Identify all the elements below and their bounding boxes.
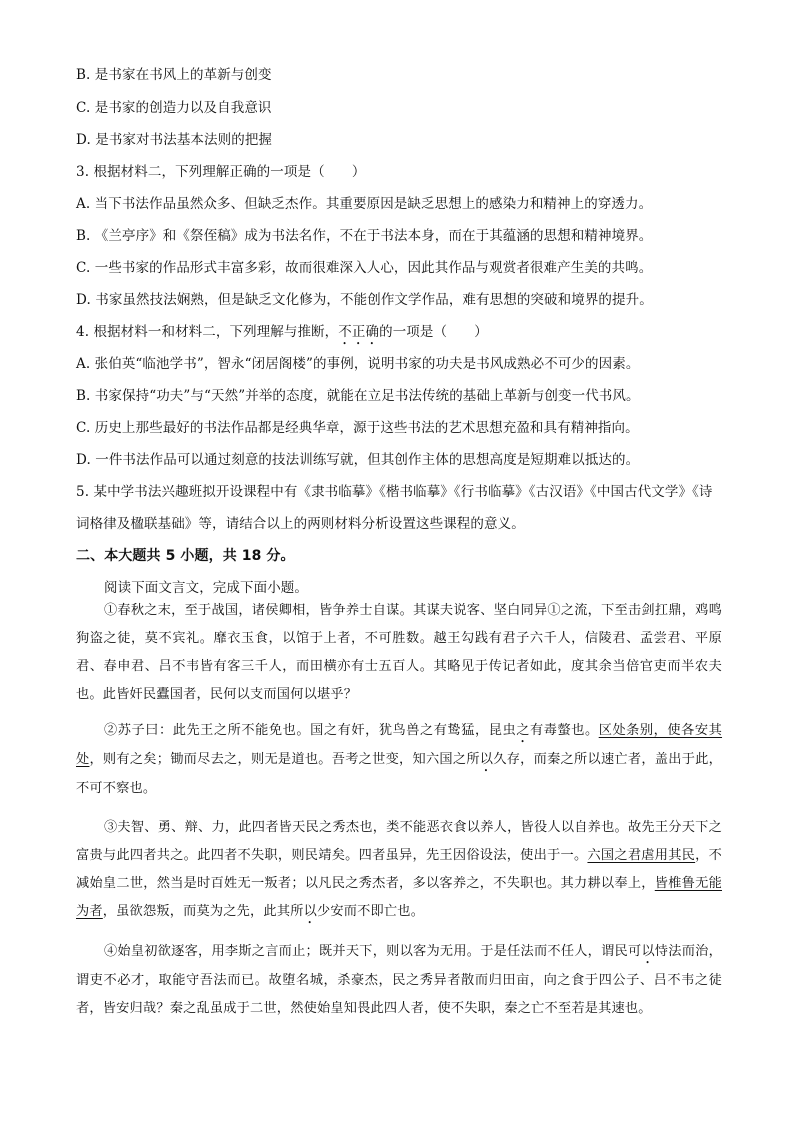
question-3-stem: 3. 根据材料二，下列理解正确的一项是（ ） [76,164,366,180]
q3-option-b: B. 《兰亭序》和《祭侄稿》成为书法名作，不在于书法本身，而在于其蕴涵的思想和精神境界。 [76,228,653,244]
p4-emphasis-yi: 以 [641,944,655,959]
q4-stem-prefix: 4. 根据材料一和材料二，下列理解与推断， [76,324,339,340]
p3-text-1: ③夫智、勇、辩、力，此四者皆天民之秀杰也，类不能恶衣食以养人，皆役人以自养也。故先王分天下之富贵与此四者共之。此四者不失职，则民靖矣。四者虽异，先王因俗设法，使出于一。 [76,820,722,863]
question-4-stem [76,323,488,348]
q3-option-c: C. 一些书家的作品形式丰富多彩，故而很难深入人心，因此其作品与观赏者很难产生美的共鸣。 [76,260,653,276]
p2-underlined-sentence: 区处条别，使各安其处 [76,723,723,767]
p2-text-1: ②苏子曰：此先王之所不能免也。国之有奸，犹鸟兽之有鸷猛，昆虫 [104,723,517,738]
p4-text-2: 恃法而治，谓吏不必才，取能守吾法而已。故堕名城，杀豪杰，民之秀异者散而归田亩，向之食于四公子、吕不韦之徒者，皆安归哉？秦之乱虽成于二世，然使始皇知畏此四人者，使不失职，秦之亡不至若是其速也。 [76,944,723,1016]
passage-paragraph-4 [76,938,722,1023]
p3-emphasis-yi: 以 [303,904,317,919]
question-5-line-1: 5. 某中学书法兴趣班拟开设课程中有《隶书临摹》《楷书临摹》《行书临摹》《古汉语》《中国古代文学》《诗 [76,484,713,500]
q2-option-c: C. 是书家的创造力以及自我意识 [76,100,272,116]
p3-underlined-sentence-1: 六国之君虐用其民 [587,848,696,863]
q4-option-d: D. 一件书法作品可以通过刻意的技法训练写就，但其创作主体的思想高度是短期难以抵达的。 [76,452,640,468]
p2-emphasis-yi: 以 [479,752,494,767]
section-2-heading: 二、本大题共 5 小题，共 18 分。 [76,548,295,564]
p2-text-2: 有毒螫也。 [529,723,599,738]
passage-paragraph-1: ①春秋之末，至于战国，诸侯卿相，皆争养士自谋。其谋夫说客、坚白同异①之流，下至击剑扛鼎，鸡鸣狗盗之徒，莫不宾礼。靡衣玉食，以馆于上者，不可胜数。越王勾践有君子六千人，信陵君、孟尝君、平原君、春申君、吕不韦皆有客三千人，而田横亦有士五百人。其略见于传记者如此，度其余当倍官吏而半农夫也。此皆奸民蠹国者，民何以支而国何以堪乎？ [76,603,722,702]
q4-option-c: C. 历史上那些最好的书法作品都是经典华章，源于这些书法的艺术思想充盈和具有精神指向。 [76,420,639,436]
p2-emphasis-zhi: 之 [516,723,530,738]
q2-option-d: D. 是书家对书法基本法则的把握 [76,132,273,148]
q3-option-d: D. 书家虽然技法娴熟，但是缺乏文化修为，不能创作文学作品，难有思想的突破和境界的提升。 [76,292,653,308]
p3-underlined-sentence-2: 皆椎鲁无能为者 [76,876,722,919]
p4-text-1: ④始皇初欲逐客，用李斯之言而止；既并天下，则以客为无用。于是任法而不任人，谓民可 [104,944,642,959]
p2-text-3: ，则有之矣；锄而尽去之，则无是道也。吾考之世变，知六国之所 [89,752,480,767]
p3-text-4: 少安而不即亡也。 [316,904,425,919]
passage-paragraph-2 [76,717,722,803]
p3-text-3: ，虽欲怨叛，而莫为之先，此其所 [102,904,304,919]
q3-option-a: A. 当下书法作品虽然众多、但缺乏杰作。其重要原因是缺乏思想上的感染力和精神上的穿透力。 [76,196,653,212]
q2-option-b: B. 是书家在书风上的革新与创变 [76,67,272,83]
passage-paragraph-3 [76,814,722,927]
q4-stem-emphasis: 不正确 [338,324,380,340]
p3-text-2: ，不减始皇二世，然当是时百姓无一叛者；以凡民之秀杰者，多以客养之，不失职也。其力耕以奉上， [76,848,722,891]
p2-text-4: 久存，而秦之所以速亡者，盖出于此，不可不察也。 [76,752,723,796]
reading-instruction: 阅读下面文言文，完成下面小题。 [104,580,308,596]
q4-option-a: A. 张伯英“临池学书”，智永“闭居阁楼”的事例，说明书家的功夫是书风成熟必不可少的因素。 [76,356,640,372]
q4-option-b: B. 书家保持“功夫”与“天然”并举的态度，就能在立足书法传统的基础上革新与创变一代书风。 [76,388,640,404]
question-5-line-2: 词格律及楹联基础》等，请结合以上的两则材料分析设置这些课程的意义。 [76,516,525,532]
q4-stem-suffix: 的一项是（ ） [379,324,488,340]
